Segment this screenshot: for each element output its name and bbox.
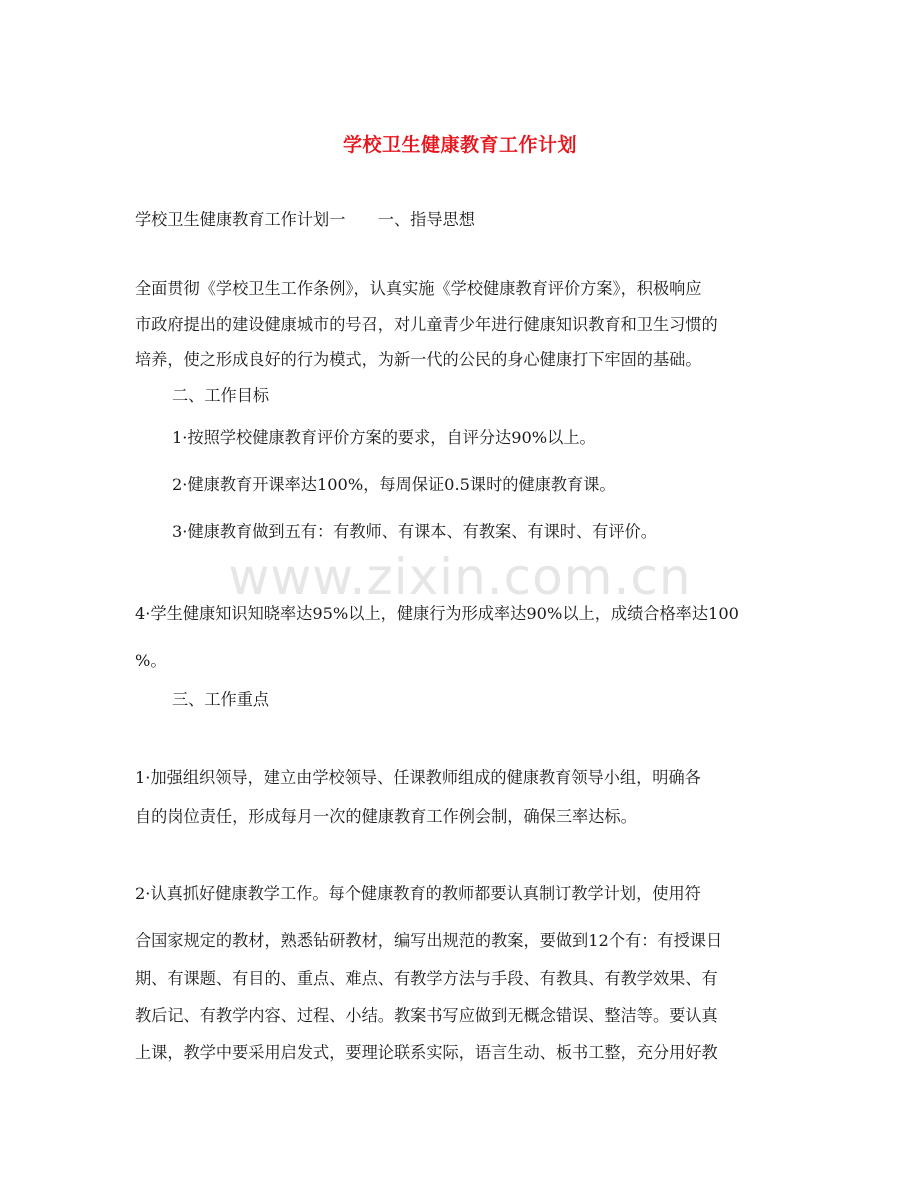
paragraph-line: 全面贯彻《学校卫生工作条例》，认真实施《学校健康教育评价方案》，积极响应 [135,279,702,298]
paragraph-line: 教后记、有教学内容、过程、小结。教案书写应做到无概念错误、整洁等。要认真 [135,1006,718,1025]
paragraph-line: 市政府提出的建设健康城市的号召，对儿童青少年进行健康知识教育和卫生习惯的 [135,315,718,334]
section-heading: 三、工作重点 [172,690,270,709]
paragraph-line: 培养，使之形成良好的行为模式，为新一代的公民的身心健康打下牢固的基础。 [135,350,702,369]
watermark: www.zixin.com.cn [228,548,692,606]
list-item: 3·健康教育做到五有：有教师、有课本、有教案、有课时、有评价。 [172,522,657,541]
document-title: 学校卫生健康教育工作计划 [342,134,577,156]
section-heading: 二、工作目标 [172,386,270,405]
paragraph-line: 上课，教学中要采用启发式，要理论联系实际，语言生动、板书工整，充分用好教 [135,1043,718,1062]
paragraph-line: 自的岗位责任，形成每月一次的健康教育工作例会制，确保三率达标。 [135,807,637,826]
paragraph-line: 期、有课题、有目的、重点、难点、有教学方法与手段、有教具、有教学效果、有 [135,969,718,988]
list-item: 4·学生健康知识知晓率达95%以上，健康行为形成率达90%以上，成绩合格率达100 [135,604,739,623]
list-item: 2·健康教育开课率达100%，每周保证0.5课时的健康教育课。 [172,475,616,494]
list-item: 1·按照学校健康教育评价方案的要求，自评分达90%以上。 [172,428,596,447]
list-item-continued: %。 [135,651,167,670]
paragraph-line: 合国家规定的教材，熟悉钻研教材，编写出规范的教案，要做到12个有：有授课日 [135,931,723,950]
section-heading-line: 学校卫生健康教育工作计划一 一、指导思想 [135,210,475,229]
paragraph-line: 1·加强组织领导，建立由学校领导、任课教师组成的健康教育领导小组，明确各 [135,768,701,787]
paragraph-line: 2·认真抓好健康教学工作。每个健康教育的教师都要认真制订教学计划，使用符 [135,884,701,903]
